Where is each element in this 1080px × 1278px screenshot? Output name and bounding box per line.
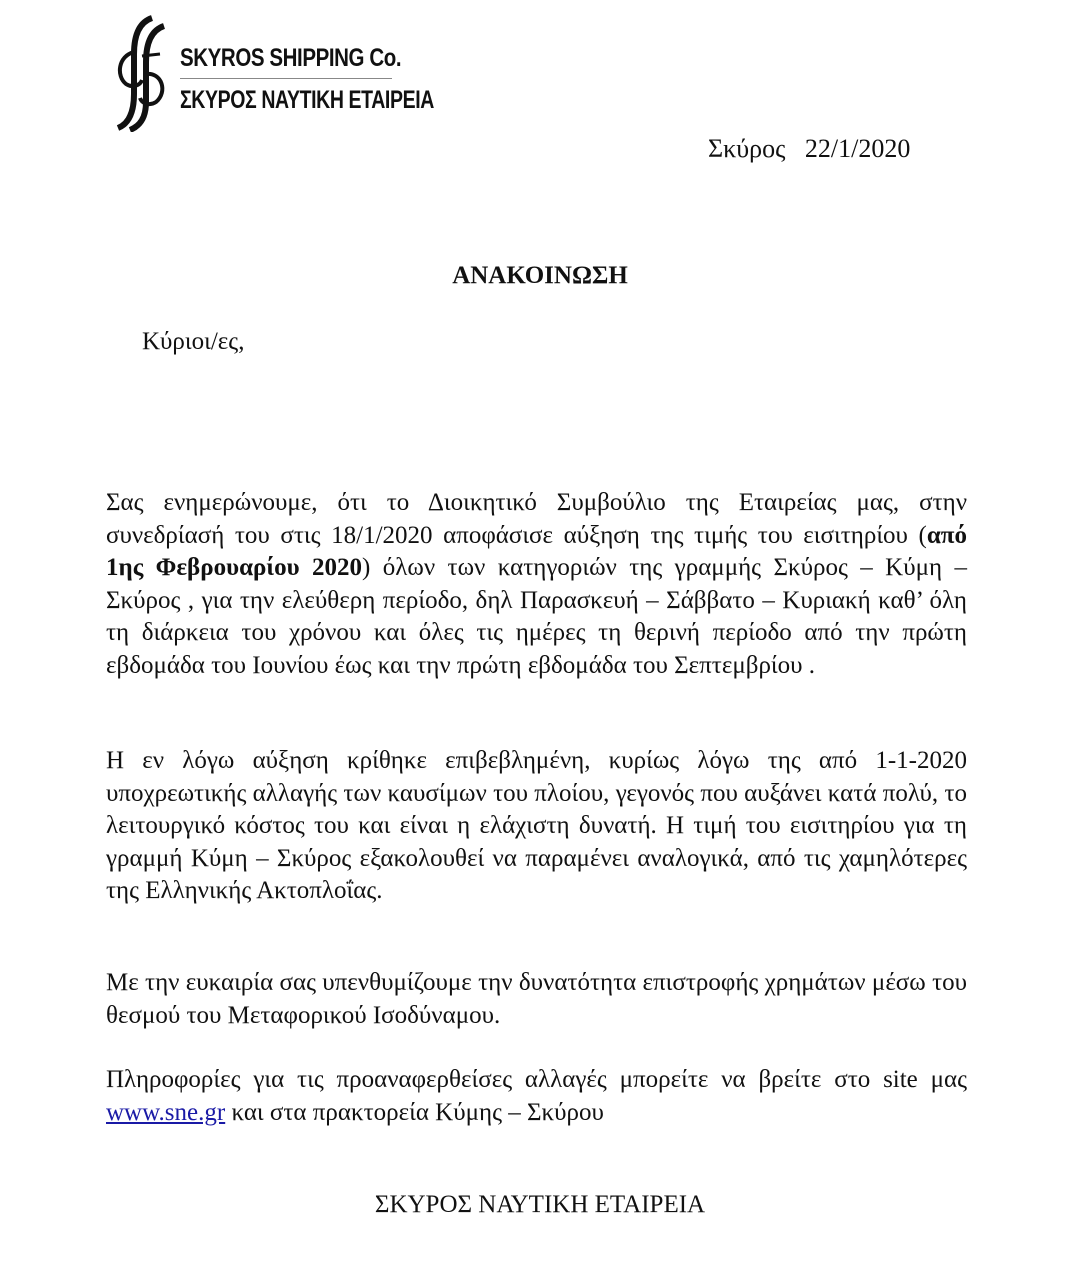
paragraph-announcement xyxy=(106,487,967,682)
paragraph-reason: Η εν λόγω αύξηση κρίθηκε επιβεβλημένη, κυρίως λόγω της από 1-1-2020 υποχρεωτικής αλλαγής των καυσίμων του πλοίου, γεγονός που αυξάνει κατά πολύ, το λειτουργικό κόστος του και είναι η ελάχιστη δυνατή. Η τιμή του εισιτηρίου για τη γραμμή Κύμη – Σκύρος εξακολουθεί να παραμένει αναλογικά, από τις χαμηλότερες της Ελληνικής Ακτοπλοΐας. xyxy=(106,747,967,904)
paragraph-text: και στα πρακτορεία Κύμης – Σκύρου xyxy=(225,1098,604,1126)
paragraph-text: Σας ενημερώνουμε, ότι το Διοικητικό Συμβούλιο της Εταιρείας μας, στην συνεδρίασή του στις 18/1/2020 αποφάσισε αύξηση της τιμής του εισιτηρίου ( xyxy=(106,489,967,549)
document-title: ΑΝΑΚΟΙΝΩΣΗ xyxy=(452,262,628,289)
salutation: Κύριοι/ες, xyxy=(142,328,245,355)
website-link[interactable]: www.sne.gr xyxy=(106,1098,226,1126)
paragraph-text: ) όλων των κατηγοριών της γραμμής Σκύρος – Κύμη – Σκύρος , για την ελεύθερη περίοδο, δηλ Παρασκευή – Σάββατο – Κυριακή καθ’ όλη τη διάρκεια του χρόνου και όλες τις ημέρες τη θερινή περίοδο από την πρώτη εβδομάδα του Ιουνίου έως και την πρώτη εβδομάδα του Σεπτεμβρίου . xyxy=(106,554,967,679)
paragraph-text: Πληροφορίες για τις προαναφερθείσες αλλαγές μπορείτε να βρείτε στο site μας xyxy=(106,1066,967,1093)
place-date: Σκύρος 22/1/2020 xyxy=(708,134,911,163)
effective-date-bold: από 1ης Φεβρουαρίου 2020 xyxy=(106,521,967,581)
logo-name-english: SKYROS SHIPPING Co. xyxy=(180,44,402,72)
company-logo xyxy=(112,14,434,132)
signature: ΣΚΥΡΟΣ ΝΑΥΤΙΚΗ ΕΤΑΙΡΕΙΑ xyxy=(374,1191,706,1218)
logo-divider xyxy=(180,78,392,79)
company-monogram-icon xyxy=(112,14,172,132)
paragraph-reminder: Με την ευκαιρία σας υπενθυμίζουμε την δυνατότητα επιστροφής χρημάτων μέσω του θεσμού του Μεταφορικού Ισοδύναμου. xyxy=(106,969,967,1029)
logo-name-greek: ΣΚΥΡΟΣ ΝΑΥΤΙΚΗ ΕΤΑΙΡΕΙΑ xyxy=(180,86,434,114)
paragraph-info xyxy=(106,1064,967,1129)
